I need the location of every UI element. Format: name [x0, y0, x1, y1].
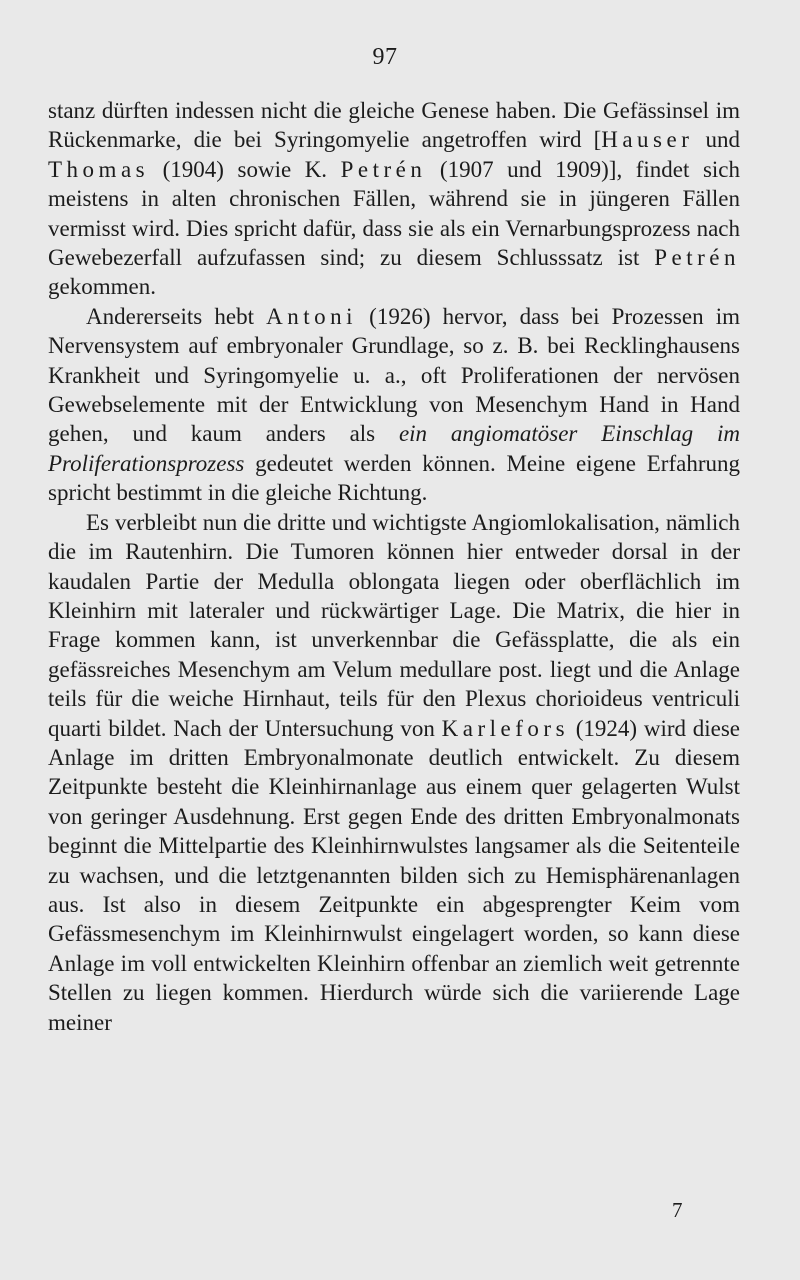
paragraph: [48, 302, 740, 508]
text-segment: Es verbleibt nun die dritte und wichtigste Angiomlokalisation, nämlich die im Rautenhirn. Die Tumoren können hier entweder dorsal in der kaudalen Partie der Medulla oblongata liegen oder oberflächlich im Kleinhirn mit lateraler und rückwärtiger Lage. Die Matrix, die hier in Frage kommen kann, ist unverkennbar die Gefässplatte, die als ein gefässreiches Mesenchym am Velum medullare post. liegt und die Anlage teils für die weiche Hirnhaut, teils für den Plexus chorioideus ventriculi quarti bildet. Nach der Untersuchung von: [48, 509, 740, 741]
emphasis-text: ein angiomatöser Einschlag im Proliferationsprozess: [48, 421, 741, 476]
text-segment: (1904) sowie K.: [149, 156, 341, 182]
paragraph: [48, 508, 740, 1037]
paragraph: [48, 96, 740, 302]
text-segment: gekommen.: [48, 274, 156, 300]
author-name: Hauser: [601, 127, 694, 153]
text-segment: gedeutet werden können. Meine eigene Erfahrung spricht bestimmt in die gleiche Richtung.: [48, 450, 740, 506]
author-name: Petrén: [654, 245, 740, 271]
page-number: 97: [372, 44, 398, 70]
text-segment: (1907 und 1909)], findet sich meistens in alten chronischen Fällen, während sie in jüngeren Fällen vermisst wird. Dies spricht dafür, dass sie als ein Vernarbungsprozess nach Gewebezerfall aufzufassen sind; zu diesem Schlusssatz ist: [48, 156, 740, 271]
text-segment: stanz dürften indessen nicht die gleiche Genese haben. Die Gefässinsel im Rückenmarke, die bei Syringomyelie angetroffen wird [: [48, 98, 740, 153]
text-segment: und: [693, 127, 740, 153]
author-name: Thomas: [48, 156, 150, 182]
author-name: Petrén: [340, 156, 427, 182]
author-name: Karlefors: [441, 715, 570, 741]
author-name: Antoni: [266, 303, 358, 329]
text-segment: Andererseits hebt: [86, 303, 267, 329]
signature-mark: 7: [672, 1198, 683, 1222]
text-segment: (1924) wird diese Anlage im dritten Embryonalmonate deutlich entwickelt. Zu diesem Zeitpunkte besteht die Kleinhirnanlage aus einem quer gelagerten Wulst von geringer Ausdehnung. Erst gegen Ende des dritten Embryonalmonats beginnt die Mittelpartie des Kleinhirnwulstes langsamer als die Seitenteile zu wachsen, und die letztgenannten bilden sich zu Hemisphärenanlagen aus. Ist also in diesem Zeitpunkte ein abgesprengter Keim vom Gefässmesenchym im Kleinhirnwulst eingelagert worden, so kann diese Anlage im voll entwickelten Kleinhirn offenbar an ziemlich weit getrennte Stellen zu liegen kommen. Hierdurch würde sich die variierende Lage meiner: [48, 715, 740, 1035]
body-text: [48, 96, 740, 1037]
text-segment: (1926) hervor, dass bei Prozessen im Nervensystem auf embryonaler Grundlage, so z. B. bei Recklinghausens Krankheit und Syringomyelie u. a., oft Proliferationen der nervösen Gewebselemente mit der Entwicklung von Mesenchym Hand in Hand gehen, und kaum anders als: [48, 303, 740, 447]
